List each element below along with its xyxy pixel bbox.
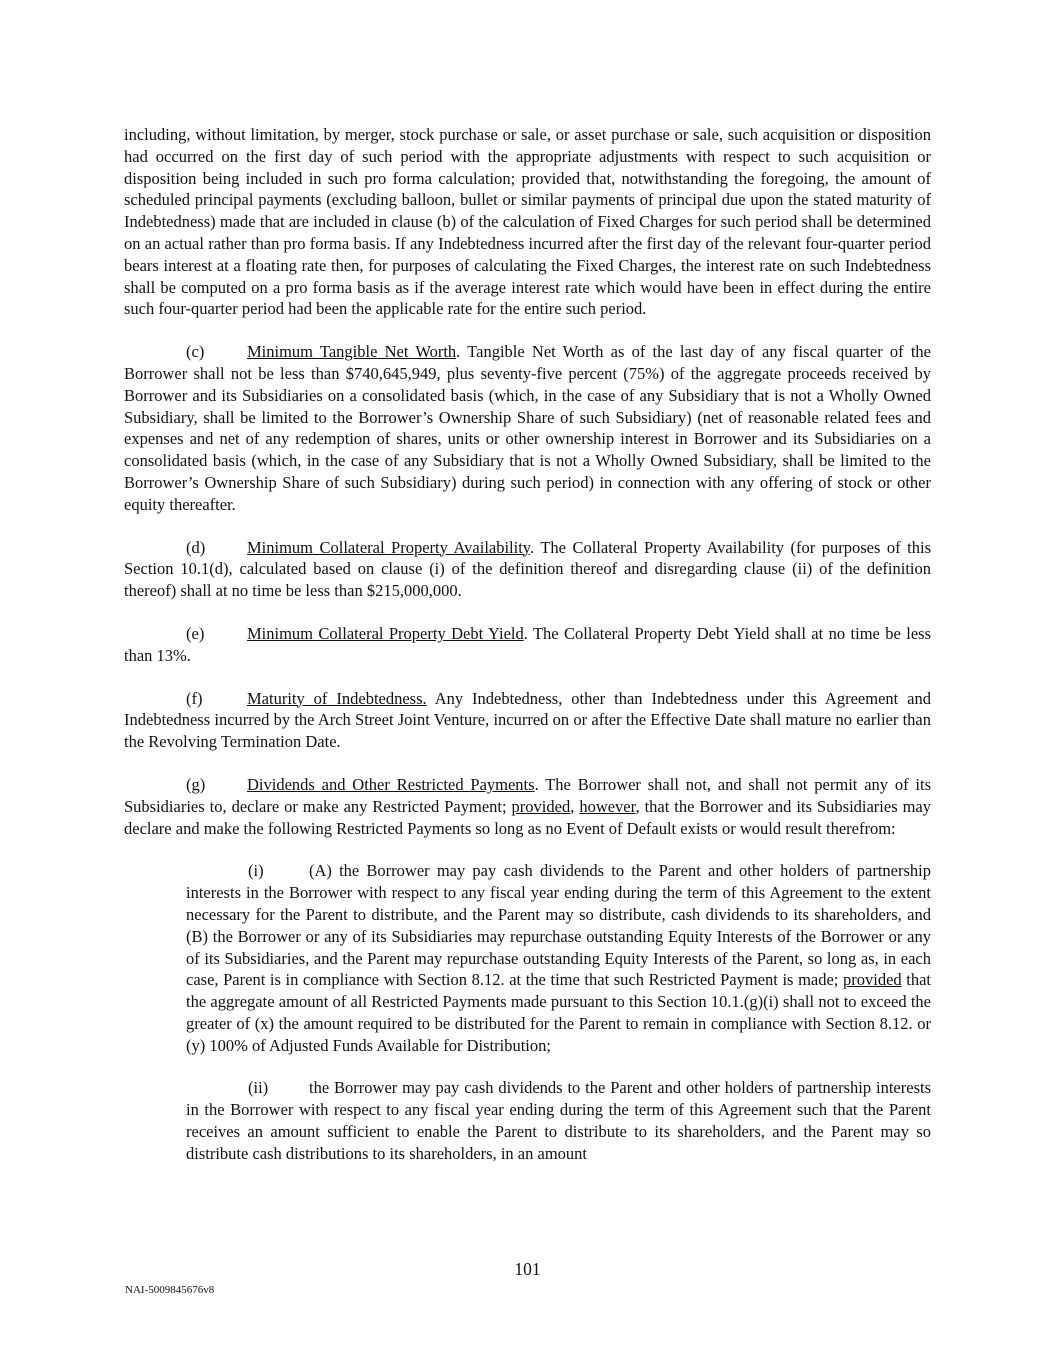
document-page <box>124 124 931 1186</box>
section-c-heading: Minimum Tangible Net Worth <box>247 342 457 362</box>
section-d-heading: Minimum Collateral Property Availability <box>247 537 530 557</box>
section-f-heading: Maturity of Indebtedness. <box>247 688 427 708</box>
section-e <box>124 623 931 667</box>
section-g-text-1: . The Borrower shall not, and shall not permit any of its Subsidiaries to, declare or make any Restricted Payment; <box>124 774 931 816</box>
section-f <box>124 688 931 753</box>
section-g-i <box>186 860 931 1056</box>
section-e-heading: Minimum Collateral Property Debt Yield <box>247 623 524 643</box>
section-g-i-text-2: that the aggregate amount of all Restricted Payments made pursuant to this Section 10.1.(g)(i) shall not to exceed the greater of (x) the amount required to be distributed for the Parent to remain in compliance with Section 8.12. or (y) 100% of Adjusted Funds Available for Distribution; <box>186 970 932 1055</box>
section-g-comma: , <box>570 796 580 816</box>
section-g-ii-label: (ii) <box>248 1078 269 1098</box>
section-g-ii <box>186 1077 931 1164</box>
section-c-label: (c) <box>186 342 205 362</box>
section-f-text: Any Indebtedness, other than Indebtedness under this Agreement and Indebtedness incurred by the Arch Street Joint Venture, incurred on or after the Effective Date shall mature no earlier than the Revolving Termination Date. <box>124 688 932 752</box>
section-g <box>124 774 931 839</box>
section-c-text: . Tangible Net Worth as of the last day of any fiscal quarter of the Borrower shall not be less than $740,645,949, plus seventy-five percent (75%) of the aggregate proceeds received by Borrower and its Subsidiaries on a consolidated basis (which, in the case of any Subsidiary that is not a Wholly Owned Subsidiary, shall be limited to the Borrower’s Ownership Share of such Subsidiary) (net of reasonable related fees and expenses and net of any redemption of shares, units or other ownership interest in Borrower and its Subsidiaries on a consolidated basis (which, in the case of any Subsidiary that is not a Wholly Owned Subsidiary, shall be limited to the Borrower’s Ownership Share of such Subsidiary) during such period) in connection with any offering of stock or other equity thereafter. <box>124 342 931 514</box>
section-e-label: (e) <box>186 623 205 643</box>
section-d-text: . The Collateral Property Availability (for purposes of this Section 10.1(d), calculated based on clause (i) of the definition thereof and disregarding clause (ii) of the definition thereof) shall at no time be less than $215,000,000. <box>124 537 931 601</box>
section-c <box>124 341 931 515</box>
section-e-text: . The Collateral Property Debt Yield shall at no time be less than 13%. <box>124 623 931 665</box>
section-g-i-label: (i) <box>248 861 264 881</box>
section-d <box>124 537 931 602</box>
section-f-label: (f) <box>186 688 203 708</box>
paragraph-intro: including, without limitation, by merger, stock purchase or sale, or asset purchase or sale, such acquisition or disposition had occurred on the first day of such period with the appropriate adjustments with respect to such acquisition or disposition being included in such pro forma calculation; provided that, notwithstanding the foregoing, the amount of scheduled principal payments (excluding balloon, bullet or similar payments of principal due upon the stated maturity of Indebtedness) made that are included in clause (b) of the calculation of Fixed Charges for such period shall be determined on an actual rather than pro forma basis. If any Indebtedness incurred after the first day of the relevant four-quarter period bears interest at a floating rate then, for purposes of calculating the Fixed Charges, the interest rate on such Indebtedness shall be computed on a pro forma basis as if the average interest rate which would have been in effect during the entire such four-quarter period had been the applicable rate for the entire such period. <box>124 125 931 319</box>
section-g-provided: provided <box>511 796 571 816</box>
document-id: NAI-5009845676v8 <box>125 1284 215 1296</box>
section-g-ii-text: the Borrower may pay cash dividends to the Parent and other holders of partnership interests in the Borrower with respect to any fiscal year ending during the term of this Agreement such that the Parent receives an amount sufficient to enable the Parent to distribute to its shareholders, and the Parent may so distribute cash distributions to its shareholders, in an amount <box>186 1078 931 1163</box>
section-g-however: however <box>579 796 636 816</box>
page-number: 101 <box>514 1259 541 1279</box>
section-g-i-text-1: (A) the Borrower may pay cash dividends to the Parent and other holders of partnership interests in the Borrower with respect to any fiscal year ending during the term of this Agreement to the extent necessary for the Parent to distribute, and the Parent may so distribute, cash dividends to its shareholders, and (B) the Borrower or any of its Subsidiaries may repurchase outstanding Equity Interests of the Borrower or any of its Subsidiaries, and the Parent may repurchase outstanding Equity Interests of the Parent, so long as, in each case, Parent is in compliance with Section 8.12. at the time that such Restricted Payment is made; <box>186 861 931 990</box>
section-d-label: (d) <box>186 537 206 557</box>
section-g-label: (g) <box>186 774 206 794</box>
section-g-text-2: , that the Borrower and its Subsidiaries may declare and make the following Restricted Payments so long as no Event of Default exists or would result therefrom: <box>124 796 932 838</box>
section-g-i-provided: provided <box>843 970 902 990</box>
section-g-heading: Dividends and Other Restricted Payments <box>247 774 535 794</box>
